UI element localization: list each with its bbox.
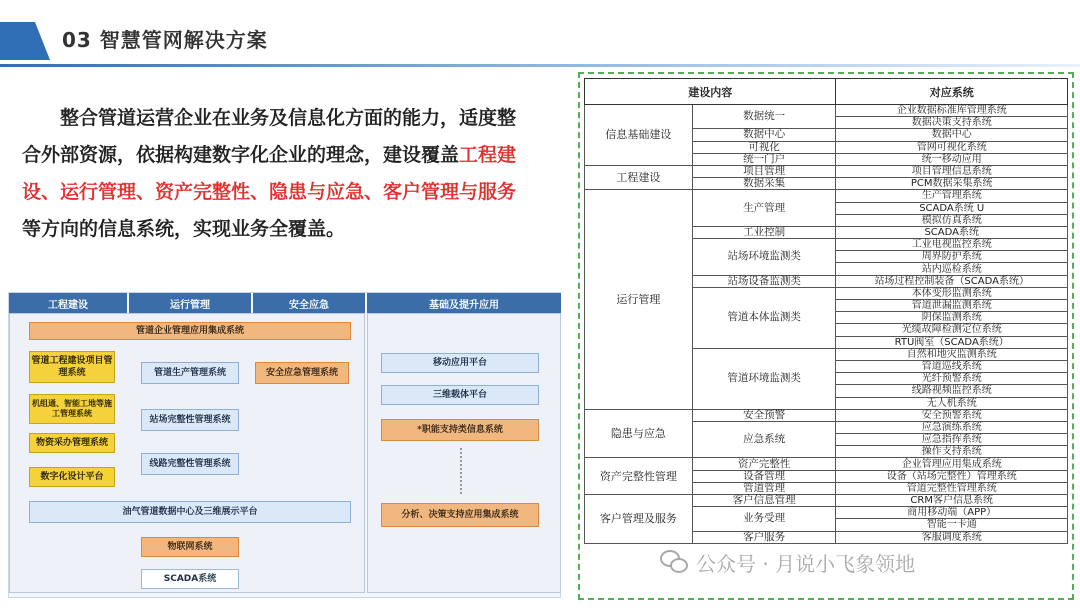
table-system-cell: 应急指挥系统	[836, 434, 1068, 446]
header-accent-bar	[0, 22, 50, 60]
box-digital-design: 数字化设计平台	[29, 467, 115, 487]
table-subcategory-cell: 管道本体监测类	[692, 287, 836, 348]
table-system-cell: 线路视频监控系统	[836, 385, 1068, 397]
table-system-cell: 周界防护系统	[836, 251, 1068, 263]
table-row	[585, 495, 1068, 507]
table-category-cell: 信息基础建设	[585, 105, 693, 166]
architecture-diagram	[8, 292, 561, 598]
diagram-header-safety: 安全应急	[253, 293, 365, 313]
table-system-cell: 管道巡线系统	[836, 360, 1068, 372]
table-system-cell: 自然和地灾监测系统	[836, 348, 1068, 360]
table-subcategory-cell: 安全预警	[692, 409, 836, 421]
box-three-d: 三维载体平台	[381, 385, 539, 405]
table-subcategory-cell: 资产完整性	[692, 458, 836, 470]
para-line-5: 等方向的信息系统，实现业务全覆盖。	[22, 218, 346, 240]
box-machine-comm: 机组通、智能工地等施工管理系统	[29, 394, 115, 424]
table-subcategory-cell: 客户信息管理	[692, 495, 836, 507]
table-subcategory-cell: 管道管理	[692, 482, 836, 494]
table-subcategory-cell: 设备管理	[692, 470, 836, 482]
box-emergency: 安全应急管理系统	[255, 362, 349, 384]
table-category-cell: 运行管理	[585, 190, 693, 409]
table-system-cell: 商用移动端（APP）	[836, 507, 1068, 519]
page-title: 03 智慧管网解决方案	[62, 28, 268, 52]
table-subcategory-cell: 可视化	[692, 141, 836, 153]
table-system-cell: RTU阀室（SCADA系统）	[836, 336, 1068, 348]
table-subcategory-cell: 项目管理	[692, 165, 836, 177]
table-subcategory-cell: 工业控制	[692, 226, 836, 238]
box-mobile: 移动应用平台	[381, 353, 539, 373]
table-system-cell: 统一移动应用	[836, 153, 1068, 165]
table-category-cell: 资产完整性管理	[585, 458, 693, 495]
para-line-2: 合外部资源，依据构建数字化企业的理念，建设覆盖	[22, 144, 460, 166]
table-header-content: 建设内容	[585, 79, 836, 105]
table-subcategory-cell: 数据采集	[692, 178, 836, 190]
table-system-cell: PCM数据采集系统	[836, 178, 1068, 190]
table-row	[585, 409, 1068, 421]
intro-paragraph	[22, 100, 562, 248]
table-system-cell: 管网可视化系统	[836, 141, 1068, 153]
para-line-1: 整合管道运营企业在业务及信息化方面的能力，适度整	[60, 107, 517, 129]
table-system-cell: 光缆故障检测定位系统	[836, 324, 1068, 336]
table-row	[585, 190, 1068, 202]
table-system-cell: 企业数据标准库管理系统	[836, 105, 1068, 117]
table-row	[585, 105, 1068, 117]
table-system-cell: 数据决策支持系统	[836, 117, 1068, 129]
table-system-cell: 阴保监测系统	[836, 312, 1068, 324]
table-header-system: 对应系统	[836, 79, 1068, 105]
table-system-cell: 管道泄漏监测系统	[836, 300, 1068, 312]
header-divider	[0, 64, 1080, 67]
table-system-cell: SCADA系统	[836, 226, 1068, 238]
table-system-cell: 工业电视监控系统	[836, 239, 1068, 251]
table-subcategory-cell: 站场设备监测类	[692, 275, 836, 287]
diagram-header-base: 基础及提升应用	[367, 293, 561, 313]
table-category-cell: 客户管理及服务	[585, 495, 693, 544]
watermark	[660, 548, 915, 577]
system-table-frame	[578, 72, 1074, 600]
table-system-cell: 数据中心	[836, 129, 1068, 141]
box-pipeline-project: 管道工程建设项目管理系统	[29, 351, 115, 383]
table-system-cell: 企业管理应用集成系统	[836, 458, 1068, 470]
table-subcategory-cell: 数据中心	[692, 129, 836, 141]
table-system-cell: 应急演练系统	[836, 421, 1068, 433]
table-system-cell: 客服调度系统	[836, 531, 1068, 543]
table-system-cell: 模拟仿真系统	[836, 214, 1068, 226]
table-system-cell: 生产管理系统	[836, 190, 1068, 202]
table-system-cell: 站场过程控制装备（SCADA系统）	[836, 275, 1068, 287]
watermark-text: 公众号 · 月说小飞象领地	[696, 552, 916, 576]
diagram-header-construction: 工程建设	[9, 293, 127, 313]
diagram-dotted-connector	[460, 448, 462, 494]
table-subcategory-cell: 业务受理	[692, 507, 836, 531]
table-system-cell: 管道完整性管理系统	[836, 482, 1068, 494]
table-subcategory-cell: 生产管理	[692, 190, 836, 227]
box-app-platform: 管道企业管理应用集成系统	[29, 322, 351, 340]
box-scada: SCADA系统	[141, 569, 239, 589]
diagram-header-operation: 运行管理	[129, 293, 251, 313]
table-subcategory-cell: 统一门户	[692, 153, 836, 165]
table-system-cell: 站内巡检系统	[836, 263, 1068, 275]
table-system-cell: 操作支持系统	[836, 446, 1068, 458]
table-subcategory-cell: 应急系统	[692, 421, 836, 458]
table-subcategory-cell: 站场环境监测类	[692, 239, 836, 276]
box-support: *职能支持类信息系统	[381, 419, 539, 441]
box-line-integrity: 线路完整性管理系统	[141, 453, 239, 475]
table-system-cell: 智能一卡通	[836, 519, 1068, 531]
table-system-cell: CRM客户信息系统	[836, 495, 1068, 507]
table-system-cell: 无人机系统	[836, 397, 1068, 409]
para-highlight-1: 工程建	[459, 144, 517, 166]
box-production: 管道生产管理系统	[141, 362, 239, 384]
table-row	[585, 165, 1068, 177]
table-system-cell: 本体变形监测系统	[836, 287, 1068, 299]
table-subcategory-cell: 管道环境监测类	[692, 348, 836, 409]
table-system-cell: 光纤预警系统	[836, 373, 1068, 385]
box-data-center: 油气管道数据中心及三维展示平台	[29, 501, 351, 523]
system-table	[584, 78, 1068, 544]
table-subcategory-cell: 客户服务	[692, 531, 836, 543]
box-station-integrity: 站场完整性管理系统	[141, 409, 239, 431]
table-category-cell: 隐患与应急	[585, 409, 693, 458]
table-subcategory-cell: 数据统一	[692, 105, 836, 129]
table-category-cell: 工程建设	[585, 165, 693, 189]
table-system-cell: 设备（站场完整性）管理系统	[836, 470, 1068, 482]
table-row	[585, 458, 1068, 470]
table-system-cell: 安全预警系统	[836, 409, 1068, 421]
box-material: 物资采办管理系统	[29, 433, 115, 453]
para-highlight-2: 设、运行管理、资产完整性、隐患与应急、客户管理与服务	[22, 181, 517, 203]
box-iot: 物联网系统	[141, 537, 239, 557]
wechat-icon	[660, 550, 690, 576]
table-system-cell: SCADA系统 U	[836, 202, 1068, 214]
table-system-cell: 项目管理信息系统	[836, 165, 1068, 177]
box-analysis: 分析、决策支持应用集成系统	[381, 503, 539, 527]
